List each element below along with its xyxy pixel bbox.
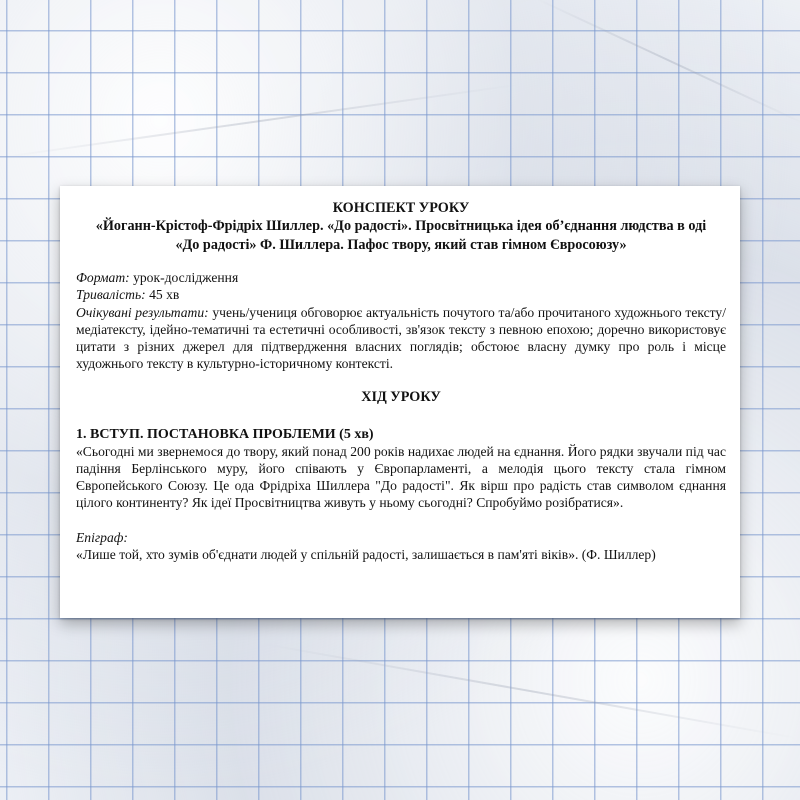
document-subtitle-line2: «До радості» Ф. Шиллера. Пафос твору, який став гімном Євросоюзу» [175,236,627,253]
epigraph-text: «Лише той, хто зумів об'єднати людей у спільній радості, залишається в пам'яті віків». (Ф. Шиллер) [76,546,656,562]
paper-crease [2,84,517,158]
duration-label: Тривалість: [76,287,146,303]
epigraph-label: Епіграф: [76,529,128,545]
duration-row [76,286,726,303]
format-value: урок-дослідження [129,270,239,286]
lesson-plan-sheet [60,186,740,618]
format-row [76,269,726,286]
format-label: Формат: [76,270,130,286]
part1-title: 1. ВСТУП. ПОСТАНОВКА ПРОБЛЕМИ (5 хв) [76,426,374,442]
results-label: Очікувані результати: [76,304,209,320]
part1-text: «Сьогодні ми звернемося до твору, який понад 200 років надихає людей на єднання. Його рядки звучали під час падіння Берлінського муру, його співають у Європарламенті, а мелодія цього тексту стала гімном Європейського Союзу. Це ода Фрідріха Шиллера "До радості". Як вірш про радість став символом єднання цілого континенту? Як ідеї Просвітництва живуть у ньому сьогодні? Спробуймо розібратися». [76,443,726,511]
duration-value: 45 хв [145,287,180,303]
paper-crease [264,643,796,739]
results-row [76,304,726,373]
paper-crease [534,0,800,125]
lesson-meta [76,269,726,372]
document-subtitle-line1: «Йоганн-Крістоф-Фрідріх Шиллер. «До радості». Просвітницька ідея об’єднання людства в оді [95,218,707,235]
section-title: ХІД УРОКУ [361,389,441,406]
document-heading: КОНСПЕКТ УРОКУ [332,200,470,216]
results-value: учень/учениця обговорює актуальність почутого та/або прочитаного художнього тексту/медіатексту, ідейно-тематичні та естетичні особливості, зв'язок тексту з певною епохою; доречно використовує цитати з різних джерел для підтвердження власних поглядів; обстоює власну думку про роль і місце художнього тексту в культурно-історичному контексті. [76,304,726,372]
